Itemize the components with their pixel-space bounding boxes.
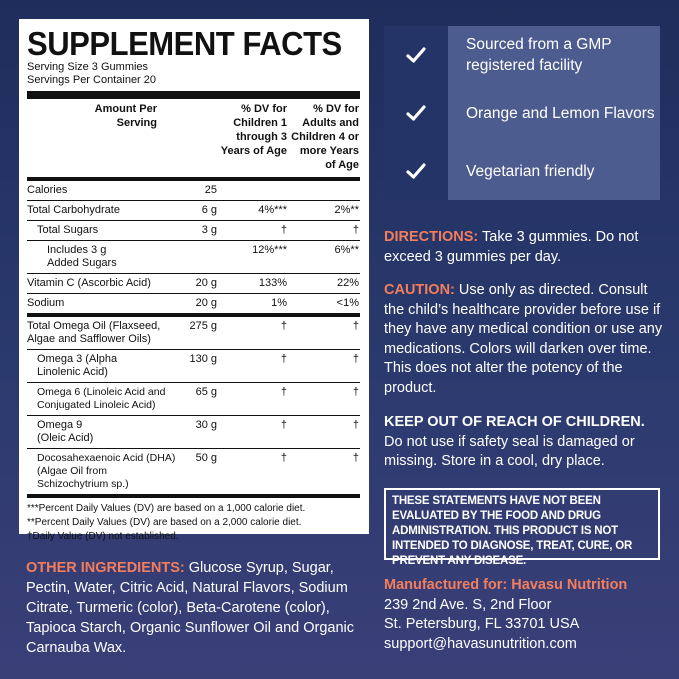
feature-icon-cell: [384, 84, 448, 142]
header-amount: Amount Per Serving: [94, 103, 157, 129]
feature-icon-cell: [384, 26, 448, 84]
facts-header-row: [27, 99, 360, 177]
row-dv-adults: <1%: [336, 297, 359, 309]
serving-size: Serving Size 3 Gummies: [27, 61, 149, 73]
feature-icon-cell: [384, 142, 448, 200]
check-icon: [406, 103, 426, 123]
features-box: [384, 26, 660, 200]
row-amount: 3 g: [201, 224, 217, 236]
row-dv-children: †: [280, 353, 287, 365]
manufacturer-address-2: St. Petersburg, FL 33701 USA: [384, 616, 580, 632]
manufacturer-email: support@havasunutrition.com: [384, 635, 577, 652]
footnote: †Daily Value (DV) not established.: [27, 531, 179, 542]
keep-out-text: Do not use if safety seal is damaged or missing. Store in a cool, dry place.: [384, 433, 635, 469]
facts-row-added-sugars: [27, 241, 360, 274]
row-amount: 275 g: [189, 320, 217, 332]
keep-out-label: KEEP OUT OF REACH OF CHILDREN.: [384, 414, 645, 430]
facts-row-dha: [27, 449, 360, 498]
row-amount: 65 g: [195, 386, 217, 398]
facts-row-omega-3: [27, 350, 360, 383]
facts-row-total-sugars: [27, 221, 360, 241]
row-dv-children: †: [280, 419, 287, 431]
directions-text: Take 3 gummies. Do not exceed 3 gummies per day.: [384, 229, 639, 265]
row-name: Vitamin C (Ascorbic Acid): [27, 277, 151, 289]
caution-label: CAUTION:: [384, 282, 455, 298]
caution-text: Use only as directed. Consult the child’s healthcare provider before use if they have any medical condition or use any medications. Colors will darken over time. This does not alter the potency of the product.: [384, 282, 663, 396]
row-name: Total Carbohydrate: [27, 204, 120, 216]
row-name: Sodium: [27, 297, 65, 309]
row-dv-adults: †: [352, 320, 359, 332]
footnote: ***Percent Daily Values (DV) are based on a 1,000 calorie diet.: [27, 503, 306, 514]
keep-out-of-reach: [384, 413, 669, 472]
facts-row-sodium: [27, 294, 360, 317]
facts-title: SUPPLEMENT FACTS: [27, 25, 342, 62]
facts-row-omega-9: [27, 416, 360, 449]
row-dv-children: 12%***: [252, 244, 287, 256]
check-icon: [406, 161, 426, 181]
feature-text: Orange and Lemon Flavors: [466, 104, 655, 122]
manufacturer-label: Manufactured for: Havasu Nutrition: [384, 577, 628, 593]
features-text-column: [448, 26, 660, 200]
row-dv-adults: †: [352, 452, 359, 464]
row-dv-adults: 2%**: [334, 204, 359, 216]
other-ingredients-label: OTHER INGREDIENTS:: [26, 560, 185, 576]
row-dv-children: 1%: [271, 297, 287, 309]
facts-footnotes: [27, 498, 360, 544]
facts-row-total-omega: [27, 317, 360, 350]
row-name: Total Omega Oil (Flaxseed, Algae and Safflower Oils): [27, 320, 161, 345]
row-amount: 50 g: [195, 452, 217, 464]
row-dv-children: †: [280, 386, 287, 398]
supplement-facts-panel: [19, 19, 369, 542]
feature-text: Vegetarian friendly: [466, 162, 595, 180]
facts-row-carbohydrate: [27, 201, 360, 221]
row-name: Calories: [27, 184, 68, 196]
feature-text: Sourced from a GMP registered facility: [466, 36, 612, 74]
row-dv-children: 4%***: [258, 204, 287, 216]
facts-row-calories: [27, 181, 360, 201]
row-dv-adults: †: [352, 353, 359, 365]
row-name: Docosahexaenoic Acid (DHA) (Algae Oil from Schizochytrium sp.): [37, 452, 176, 490]
header-dv-children: % DV for Children 1 through 3 Years of Age: [220, 103, 287, 157]
features-icon-column: [384, 26, 448, 200]
row-dv-children: †: [280, 452, 287, 464]
row-name: Omega 9 (Oleic Acid): [37, 419, 94, 444]
manufacturer: [384, 576, 669, 654]
other-ingredients: [26, 558, 366, 658]
row-name: Omega 6 (Linoleic Acid and Conjugated Linoleic Acid): [37, 386, 166, 411]
row-amount: 6 g: [201, 204, 217, 216]
footnote: **Percent Daily Values (DV) are based on a 2,000 calorie diet.: [27, 517, 302, 528]
manufacturer-address-1: 239 2nd Ave. S, 2nd Floor: [384, 596, 552, 613]
row-amount: 130 g: [189, 353, 217, 365]
header-dv-adults: % DV for Adults and Children 4 or more Years of Age: [291, 103, 359, 171]
caution: [384, 281, 669, 398]
row-dv-adults: †: [352, 224, 359, 236]
row-amount: 25: [204, 184, 217, 196]
row-amount: 30 g: [195, 419, 217, 431]
other-ingredients-text: Glucose Syrup, Sugar, Pectin, Water, Citric Acid, Natural Flavors, Sodium Citrate, Turmeric (color), Beta-Carotene (color), Tapioca Starch, Organic Sunflower Oil and Organic Carnauba Wax.: [26, 560, 355, 656]
row-name: Includes 3 g Added Sugars: [47, 244, 117, 269]
row-dv-children: 133%: [258, 277, 287, 289]
check-icon: [406, 45, 426, 65]
servings-per-container: Servings Per Container 20: [27, 74, 157, 86]
header-spacer: [157, 102, 217, 172]
directions-label: DIRECTIONS:: [384, 229, 479, 245]
row-dv-adults: †: [352, 419, 359, 431]
row-dv-adults: 22%: [336, 277, 359, 289]
row-name: Total Sugars: [37, 224, 99, 236]
row-name: Omega 3 (Alpha Linolenic Acid): [37, 353, 118, 378]
row-amount: 20 g: [195, 297, 217, 309]
row-dv-adults: 6%**: [334, 244, 359, 256]
divider-thick: [27, 91, 360, 99]
row-dv-children: †: [280, 320, 287, 332]
row-dv-children: †: [280, 224, 287, 236]
row-amount: 20 g: [195, 277, 217, 289]
row-dv-adults: †: [352, 386, 359, 398]
directions: [384, 228, 669, 267]
fda-disclaimer: THESE STATEMENTS HAVE NOT BEEN EVALUATED BY THE FOOD AND DRUG ADMINISTRATION. THIS PRODUCT IS NOT INTENDED TO DIAGNOSE, TREAT, CURE, OR PREVENT ANY DISEASE.: [384, 488, 660, 560]
facts-row-omega-6: [27, 383, 360, 416]
facts-row-vitamin-c: [27, 274, 360, 294]
